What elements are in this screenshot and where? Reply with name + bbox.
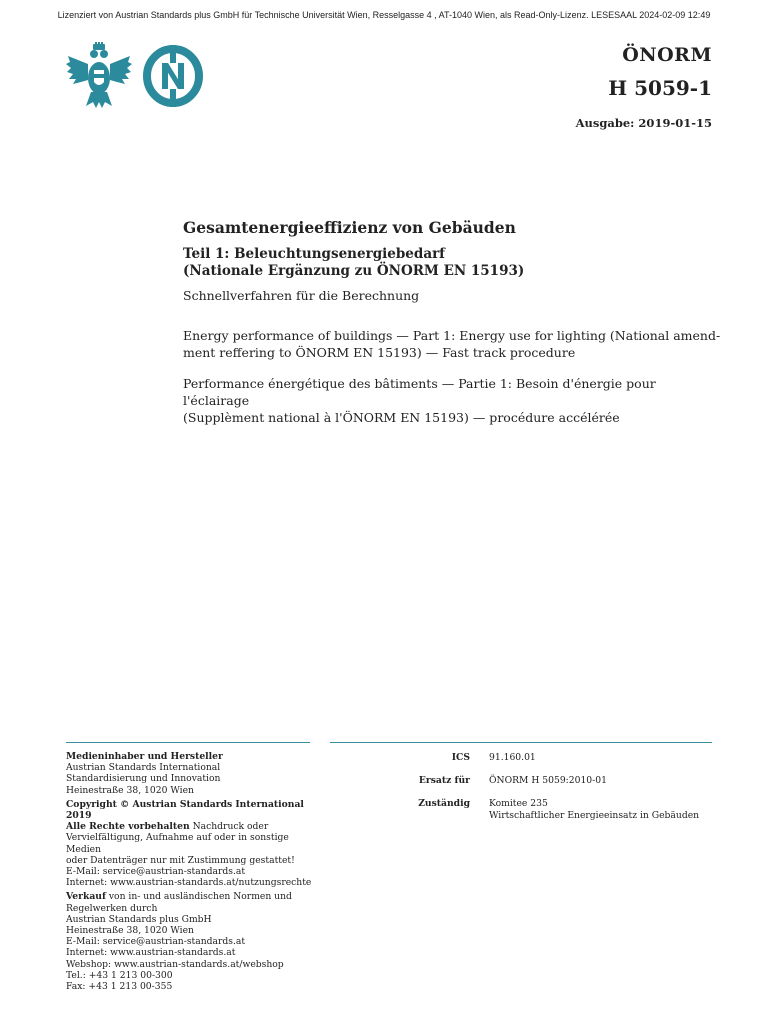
responsible-value [489,798,699,820]
title-subtitle: Schnellverfahren für die Berechnung [183,288,420,303]
rights-line: Internet: www.austrian-standards.at/nutzungsrechte [66,877,312,889]
divider-left [66,742,310,743]
license-notice: Lizenziert von Austrian Standards plus GmbH für Technische Universität Wien, Resselgasse 4 , AT-1040 Wien, als Read-Only-Lizenz. LESESAAL 2024-02-09 12:49 [57,10,711,20]
sales-line: Webshop: www.austrian-standards.at/webshop [66,958,284,970]
title-part-line: (Nationale Ergänzung zu ÖNORM EN 15193) [183,263,525,279]
title-french-line: (Supplèment national à l'ÖNORM EN 15193) — procédure accélérée [183,410,620,425]
responsible-label: Zuständig [418,798,470,810]
standard-identifier [608,44,712,100]
title-part [183,246,723,280]
standard-kind: ÖNORM [622,44,712,66]
edition-date: Ausgabe: 2019-01-15 [575,116,712,130]
rights-bold: Alle Rechte vorbehalten [66,821,190,833]
replaces-label: Ersatz für [418,775,470,787]
ics-label: ICS [451,752,470,763]
title-main: Gesamtenergieeffizienz von Gebäuden [183,218,516,237]
rights-line: E-Mail: service@austrian-standards.at [66,866,246,878]
sales-line: Internet: www.austrian-standards.at [66,947,236,959]
title-english [183,327,723,361]
title-french [183,375,723,426]
divider-right [330,742,712,743]
copyright-heading: Copyright © Austrian Standards International 2019 [66,798,304,822]
meta-row-ics [330,752,730,763]
sales-line: Fax: +43 1 213 00-355 [66,981,173,993]
sales-line: Heinestraße 38, 1020 Wien [66,925,194,937]
title-english-line: Energy performance of buildings — Part 1: Energy use for lighting (National amend- [183,328,721,343]
owner-block [66,751,326,796]
copyright-block [66,799,326,889]
sales-rest: von in- und ausländischen Normen und [105,891,292,903]
sales-line: Tel.: +43 1 213 00-300 [66,969,173,981]
rights-line [66,821,326,832]
standard-number: H 5059-1 [608,76,712,100]
owner-line: Austrian Standards International [66,762,221,774]
publisher-info [66,751,326,995]
sales-line: Regelwerken durch [66,902,158,914]
rights-rest: Nachdruck oder [189,821,269,833]
owner-heading: Medieninhaber und Hersteller [66,751,223,762]
owner-line: Standardisierung und Innovation [66,773,221,785]
title-part-line: Teil 1: Beleuchtungsenergiebedarf [183,246,445,262]
sales-line: E-Mail: service@austrian-standards.at [66,936,246,948]
replaces-value: ÖNORM H 5059:2010-01 [489,775,607,787]
title-french-line: Performance énergétique des bâtiments — Partie 1: Besoin d'énergie pour l'éclairage [183,376,656,408]
sales-line: Austrian Standards plus GmbH [66,913,212,925]
responsible-line: Wirtschaftlicher Energieeinsatz in Gebäuden [489,809,700,821]
owner-line: Heinestraße 38, 1020 Wien [66,784,194,796]
title-block [183,218,723,426]
title-english-line: ment reffering to ÖNORM EN 15193) — Fast track procedure [183,345,576,360]
on-logo [142,43,204,109]
responsible-line: Komitee 235 [489,798,548,810]
meta-row-responsible [330,798,730,820]
austrian-eagle-logo [66,42,132,110]
meta-row-replaces [330,775,730,786]
sales-line [66,891,326,902]
rights-line: Vervielfältigung, Aufnahme auf oder in sonstige Medien [66,832,289,855]
sales-bold: Verkauf [66,891,106,903]
ics-value: 91.160.01 [489,752,536,763]
sales-block [66,891,326,992]
rights-line: oder Datenträger nur mit Zustimmung gestattet! [66,854,295,866]
document-metadata [330,752,730,833]
logo-group [66,42,204,110]
